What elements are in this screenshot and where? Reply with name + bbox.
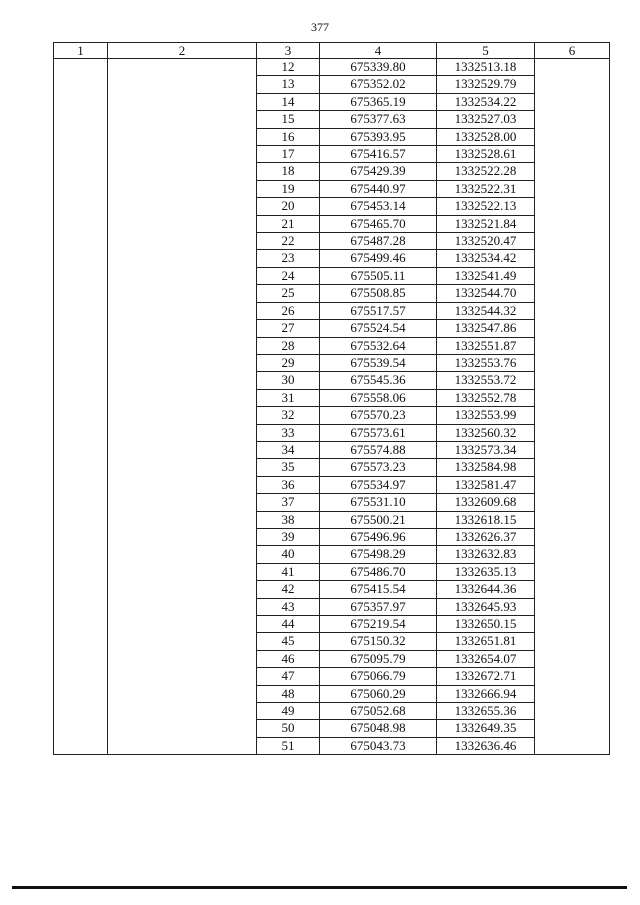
point-number-cell: 17 xyxy=(257,146,320,163)
column-header-1: 1 xyxy=(54,43,108,59)
y-coordinate-cell: 1332618.15 xyxy=(437,511,535,528)
point-number-cell: 33 xyxy=(257,424,320,441)
x-coordinate-cell: 675339.80 xyxy=(320,59,437,76)
y-coordinate-cell: 1332522.28 xyxy=(437,163,535,180)
x-coordinate-cell: 675499.46 xyxy=(320,250,437,267)
point-number-cell: 46 xyxy=(257,650,320,667)
y-coordinate-cell: 1332626.37 xyxy=(437,528,535,545)
y-coordinate-cell: 1332513.18 xyxy=(437,59,535,76)
y-coordinate-cell: 1332520.47 xyxy=(437,233,535,250)
x-coordinate-cell: 675573.61 xyxy=(320,424,437,441)
point-number-cell: 22 xyxy=(257,233,320,250)
x-coordinate-cell: 675095.79 xyxy=(320,650,437,667)
y-coordinate-cell: 1332609.68 xyxy=(437,494,535,511)
point-number-cell: 35 xyxy=(257,459,320,476)
y-coordinate-cell: 1332553.99 xyxy=(437,407,535,424)
point-number-cell: 28 xyxy=(257,337,320,354)
x-coordinate-cell: 675365.19 xyxy=(320,93,437,110)
y-coordinate-cell: 1332584.98 xyxy=(437,459,535,476)
point-number-cell: 24 xyxy=(257,267,320,284)
x-coordinate-cell: 675496.96 xyxy=(320,528,437,545)
x-coordinate-cell: 675573.23 xyxy=(320,459,437,476)
y-coordinate-cell: 1332522.13 xyxy=(437,198,535,215)
column-header-2: 2 xyxy=(108,43,257,59)
point-number-cell: 21 xyxy=(257,215,320,232)
y-coordinate-cell: 1332544.32 xyxy=(437,302,535,319)
point-number-cell: 26 xyxy=(257,302,320,319)
x-coordinate-cell: 675377.63 xyxy=(320,111,437,128)
point-number-cell: 37 xyxy=(257,494,320,511)
y-coordinate-cell: 1332649.35 xyxy=(437,720,535,737)
bottom-rule xyxy=(12,886,627,889)
point-number-cell: 41 xyxy=(257,563,320,580)
x-coordinate-cell: 675505.11 xyxy=(320,267,437,284)
merged-cell-column-2 xyxy=(108,59,257,755)
point-number-cell: 32 xyxy=(257,407,320,424)
x-coordinate-cell: 675532.64 xyxy=(320,337,437,354)
y-coordinate-cell: 1332635.13 xyxy=(437,563,535,580)
point-number-cell: 19 xyxy=(257,180,320,197)
point-number-cell: 14 xyxy=(257,93,320,110)
y-coordinate-cell: 1332551.87 xyxy=(437,337,535,354)
coordinates-table xyxy=(53,42,610,755)
point-number-cell: 48 xyxy=(257,685,320,702)
x-coordinate-cell: 675066.79 xyxy=(320,668,437,685)
x-coordinate-cell: 675517.57 xyxy=(320,302,437,319)
y-coordinate-cell: 1332632.83 xyxy=(437,546,535,563)
point-number-cell: 45 xyxy=(257,633,320,650)
point-number-cell: 49 xyxy=(257,703,320,720)
x-coordinate-cell: 675440.97 xyxy=(320,180,437,197)
point-number-cell: 25 xyxy=(257,285,320,302)
x-coordinate-cell: 675416.57 xyxy=(320,146,437,163)
point-number-cell: 50 xyxy=(257,720,320,737)
point-number-cell: 51 xyxy=(257,737,320,754)
column-header-4: 4 xyxy=(320,43,437,59)
y-coordinate-cell: 1332645.93 xyxy=(437,598,535,615)
y-coordinate-cell: 1332553.72 xyxy=(437,372,535,389)
point-number-cell: 36 xyxy=(257,476,320,493)
point-number-cell: 27 xyxy=(257,320,320,337)
y-coordinate-cell: 1332534.42 xyxy=(437,250,535,267)
x-coordinate-cell: 675486.70 xyxy=(320,563,437,580)
x-coordinate-cell: 675150.32 xyxy=(320,633,437,650)
y-coordinate-cell: 1332528.00 xyxy=(437,128,535,145)
y-coordinate-cell: 1332547.86 xyxy=(437,320,535,337)
y-coordinate-cell: 1332581.47 xyxy=(437,476,535,493)
x-coordinate-cell: 675531.10 xyxy=(320,494,437,511)
x-coordinate-cell: 675393.95 xyxy=(320,128,437,145)
y-coordinate-cell: 1332651.81 xyxy=(437,633,535,650)
merged-cell-column-6 xyxy=(535,59,610,755)
x-coordinate-cell: 675487.28 xyxy=(320,233,437,250)
y-coordinate-cell: 1332666.94 xyxy=(437,685,535,702)
point-number-cell: 23 xyxy=(257,250,320,267)
x-coordinate-cell: 675219.54 xyxy=(320,616,437,633)
x-coordinate-cell: 675415.54 xyxy=(320,581,437,598)
y-coordinate-cell: 1332544.70 xyxy=(437,285,535,302)
point-number-cell: 39 xyxy=(257,528,320,545)
point-number-cell: 34 xyxy=(257,441,320,458)
y-coordinate-cell: 1332672.71 xyxy=(437,668,535,685)
y-coordinate-cell: 1332529.79 xyxy=(437,76,535,93)
point-number-cell: 47 xyxy=(257,668,320,685)
point-number-cell: 20 xyxy=(257,198,320,215)
y-coordinate-cell: 1332552.78 xyxy=(437,389,535,406)
x-coordinate-cell: 675498.29 xyxy=(320,546,437,563)
point-number-cell: 38 xyxy=(257,511,320,528)
point-number-cell: 44 xyxy=(257,616,320,633)
point-number-cell: 12 xyxy=(257,59,320,76)
table-header-row xyxy=(54,43,610,59)
x-coordinate-cell: 675539.54 xyxy=(320,354,437,371)
y-coordinate-cell: 1332534.22 xyxy=(437,93,535,110)
table-body xyxy=(54,59,610,755)
y-coordinate-cell: 1332560.32 xyxy=(437,424,535,441)
x-coordinate-cell: 675352.02 xyxy=(320,76,437,93)
x-coordinate-cell: 675465.70 xyxy=(320,215,437,232)
x-coordinate-cell: 675534.97 xyxy=(320,476,437,493)
x-coordinate-cell: 675357.97 xyxy=(320,598,437,615)
column-header-6: 6 xyxy=(535,43,610,59)
point-number-cell: 31 xyxy=(257,389,320,406)
y-coordinate-cell: 1332528.61 xyxy=(437,146,535,163)
point-number-cell: 13 xyxy=(257,76,320,93)
y-coordinate-cell: 1332527.03 xyxy=(437,111,535,128)
x-coordinate-cell: 675500.21 xyxy=(320,511,437,528)
y-coordinate-cell: 1332541.49 xyxy=(437,267,535,284)
x-coordinate-cell: 675508.85 xyxy=(320,285,437,302)
x-coordinate-cell: 675429.39 xyxy=(320,163,437,180)
x-coordinate-cell: 675524.54 xyxy=(320,320,437,337)
page-number: 377 xyxy=(311,20,329,34)
x-coordinate-cell: 675043.73 xyxy=(320,737,437,754)
point-number-cell: 29 xyxy=(257,354,320,371)
x-coordinate-cell: 675060.29 xyxy=(320,685,437,702)
x-coordinate-cell: 675558.06 xyxy=(320,389,437,406)
y-coordinate-cell: 1332573.34 xyxy=(437,441,535,458)
y-coordinate-cell: 1332655.36 xyxy=(437,703,535,720)
x-coordinate-cell: 675048.98 xyxy=(320,720,437,737)
y-coordinate-cell: 1332522.31 xyxy=(437,180,535,197)
x-coordinate-cell: 675574.88 xyxy=(320,441,437,458)
point-number-cell: 40 xyxy=(257,546,320,563)
y-coordinate-cell: 1332521.84 xyxy=(437,215,535,232)
x-coordinate-cell: 675570.23 xyxy=(320,407,437,424)
x-coordinate-cell: 675545.36 xyxy=(320,372,437,389)
y-coordinate-cell: 1332644.36 xyxy=(437,581,535,598)
y-coordinate-cell: 1332654.07 xyxy=(437,650,535,667)
x-coordinate-cell: 675052.68 xyxy=(320,703,437,720)
y-coordinate-cell: 1332636.46 xyxy=(437,737,535,754)
y-coordinate-cell: 1332650.15 xyxy=(437,616,535,633)
point-number-cell: 18 xyxy=(257,163,320,180)
point-number-cell: 16 xyxy=(257,128,320,145)
point-number-cell: 15 xyxy=(257,111,320,128)
point-number-cell: 42 xyxy=(257,581,320,598)
merged-cell-column-1 xyxy=(54,59,108,755)
point-number-cell: 43 xyxy=(257,598,320,615)
column-header-5: 5 xyxy=(437,43,535,59)
point-number-cell: 30 xyxy=(257,372,320,389)
column-header-3: 3 xyxy=(257,43,320,59)
y-coordinate-cell: 1332553.76 xyxy=(437,354,535,371)
x-coordinate-cell: 675453.14 xyxy=(320,198,437,215)
table-row xyxy=(54,59,610,76)
